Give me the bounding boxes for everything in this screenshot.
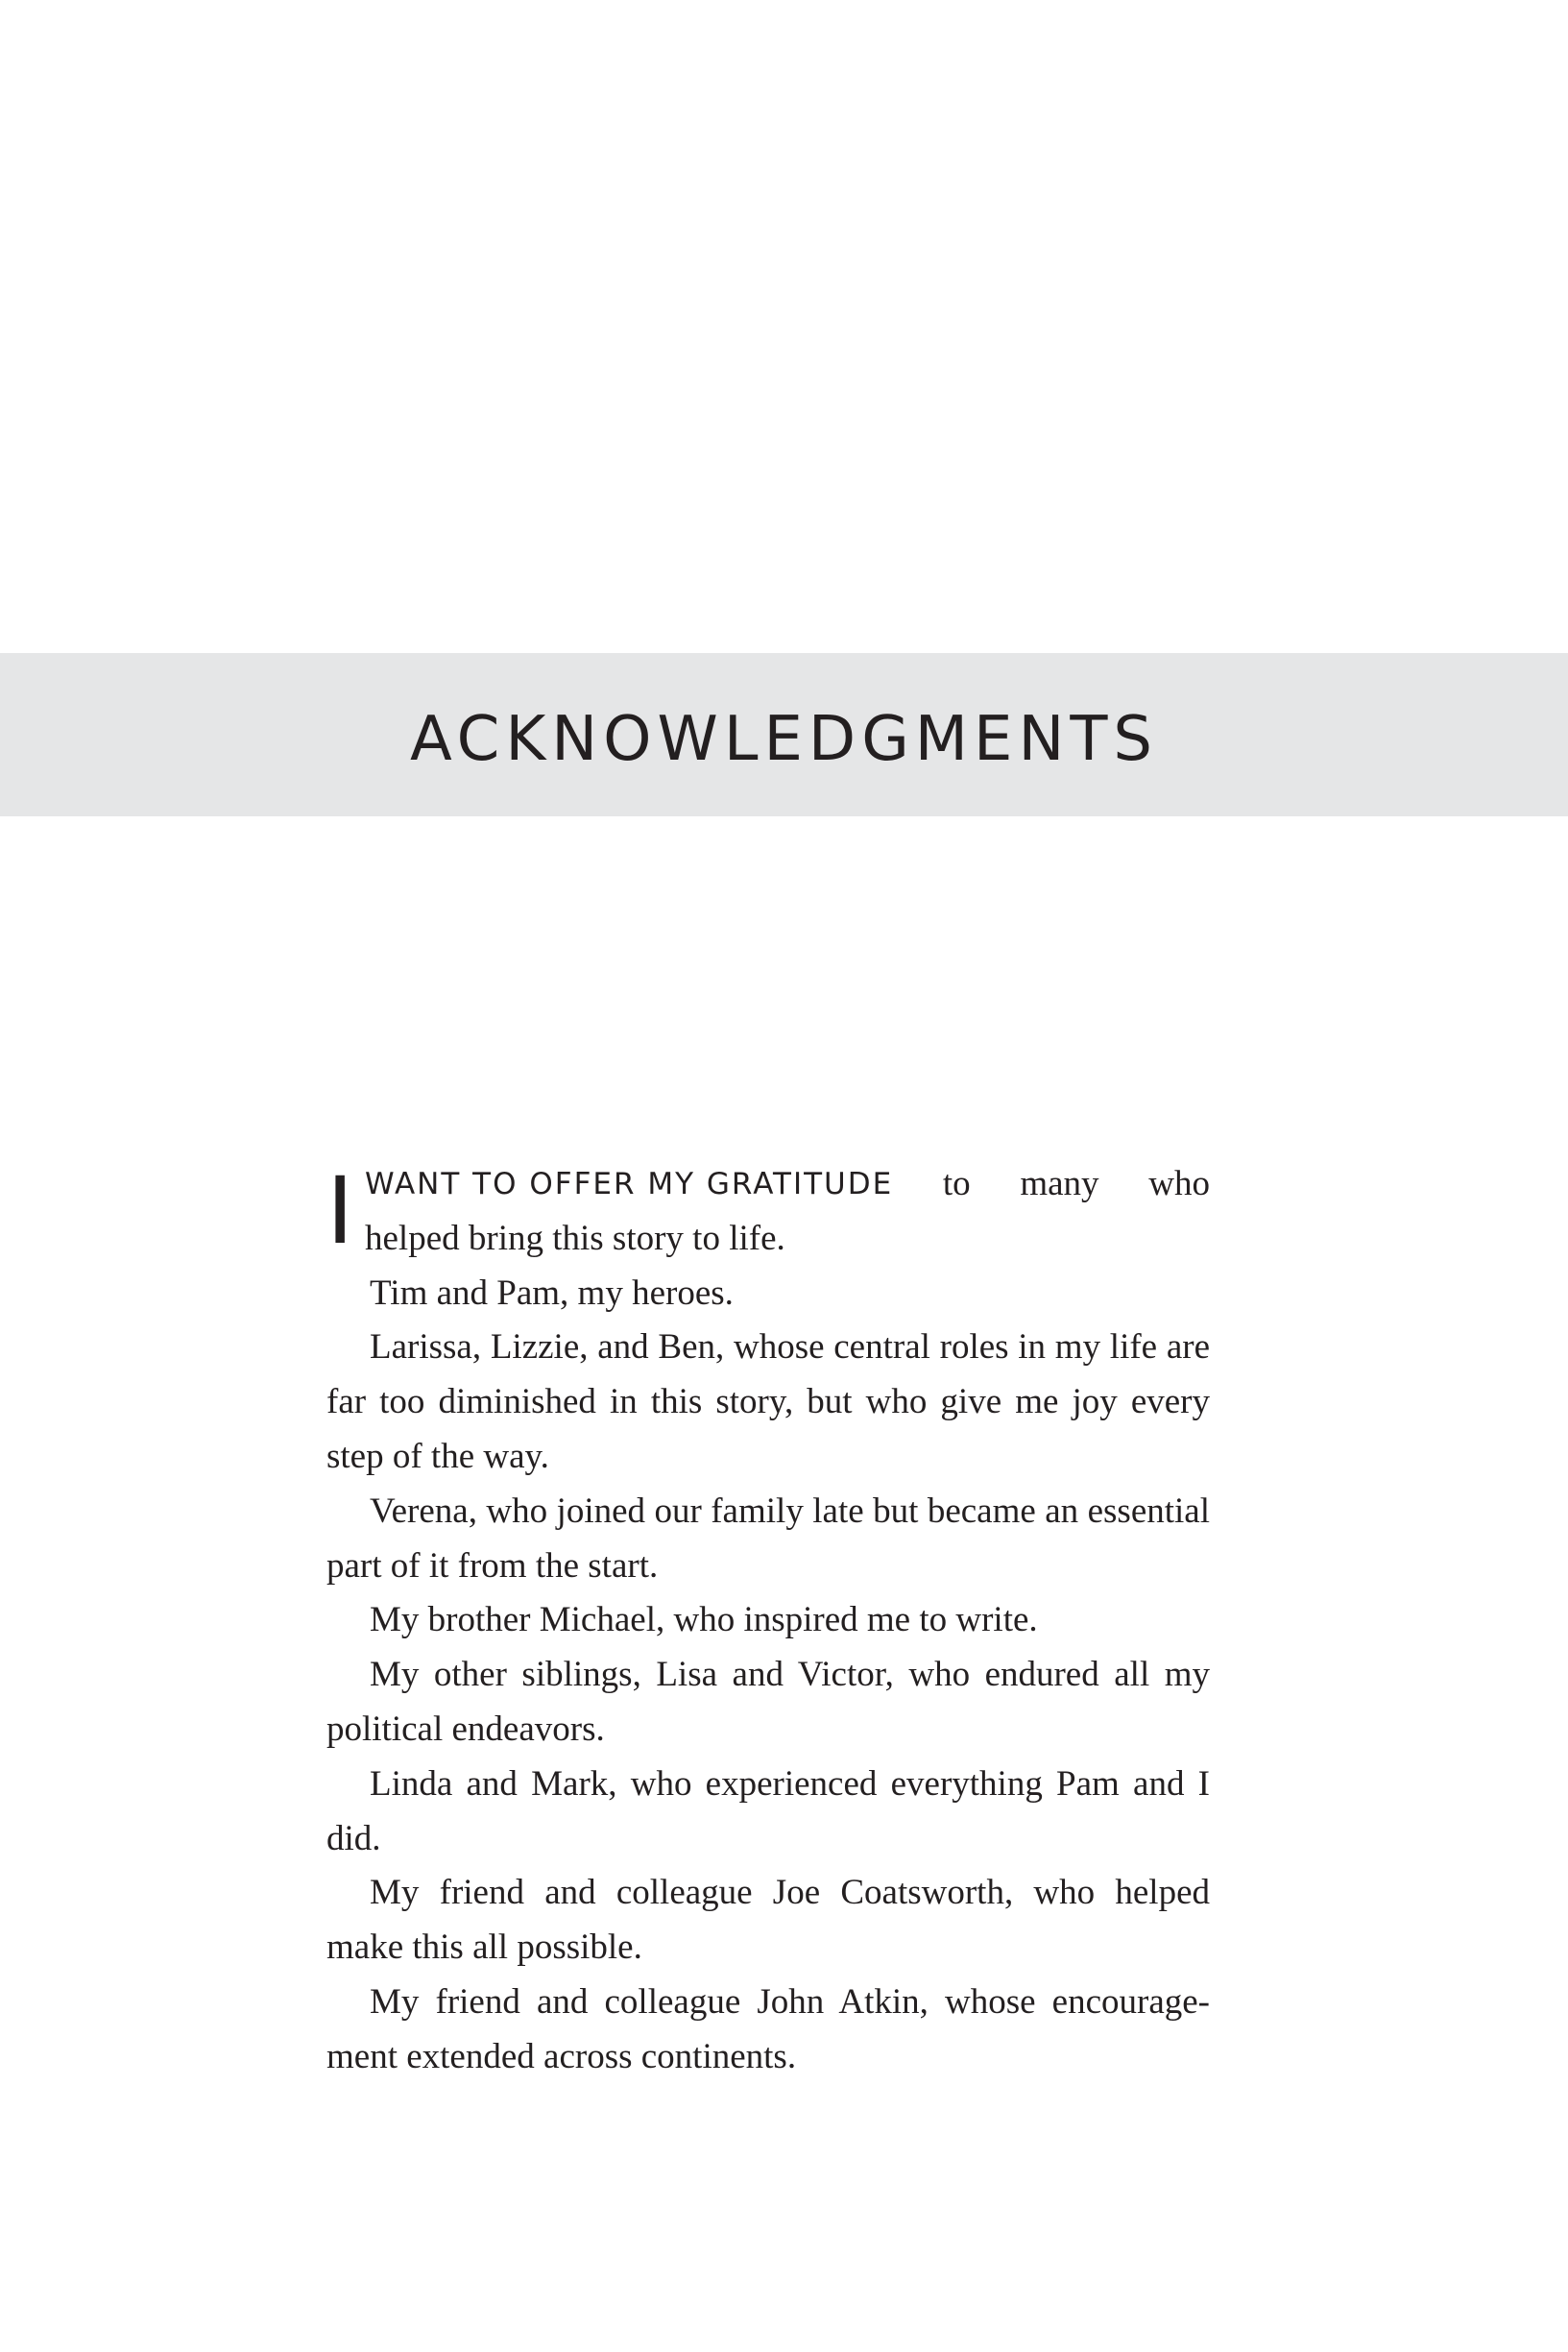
- opening-word: to: [942, 1164, 971, 1203]
- paragraph: Larissa, Lizzie, and Ben, whose central roles in my life are far too diminished in this story, but who give me joy every step of the way.: [326, 1327, 1210, 1476]
- paragraph: My brother Michael, who inspired me to write.: [370, 1600, 1038, 1640]
- opening-first-line: [365, 1157, 1210, 1212]
- lead-in-small-caps: WANT TO OFFER MY GRATITUDE: [365, 1167, 894, 1201]
- chapter-title: ACKNOWLEDGMENTS: [409, 704, 1159, 775]
- paragraph: My other siblings, Lisa and Victor, who endured all my political endeavors.: [326, 1655, 1210, 1749]
- paragraph: My friend and colleague John Atkin, whose encouragement extended across continents.: [326, 1981, 1210, 2076]
- opening-paragraph: [326, 1157, 1210, 1267]
- paragraph: Tim and Pam, my heroes.: [370, 1273, 734, 1313]
- opening-continuation: helped bring this story to life.: [365, 1218, 785, 1258]
- acknowledgments-body: [326, 1157, 1210, 2085]
- paragraph: Linda and Mark, who experienced everything Pam and I did.: [326, 1763, 1210, 1858]
- opening-word: who: [1148, 1164, 1210, 1203]
- paragraph: My friend and colleague Joe Coatsworth, who helped make this all possible.: [326, 1873, 1210, 1968]
- paragraph: Verena, who joined our family late but became an essential part of it from the start.: [326, 1491, 1210, 1586]
- opening-word: many: [1020, 1164, 1099, 1203]
- drop-cap: I: [326, 1157, 354, 1265]
